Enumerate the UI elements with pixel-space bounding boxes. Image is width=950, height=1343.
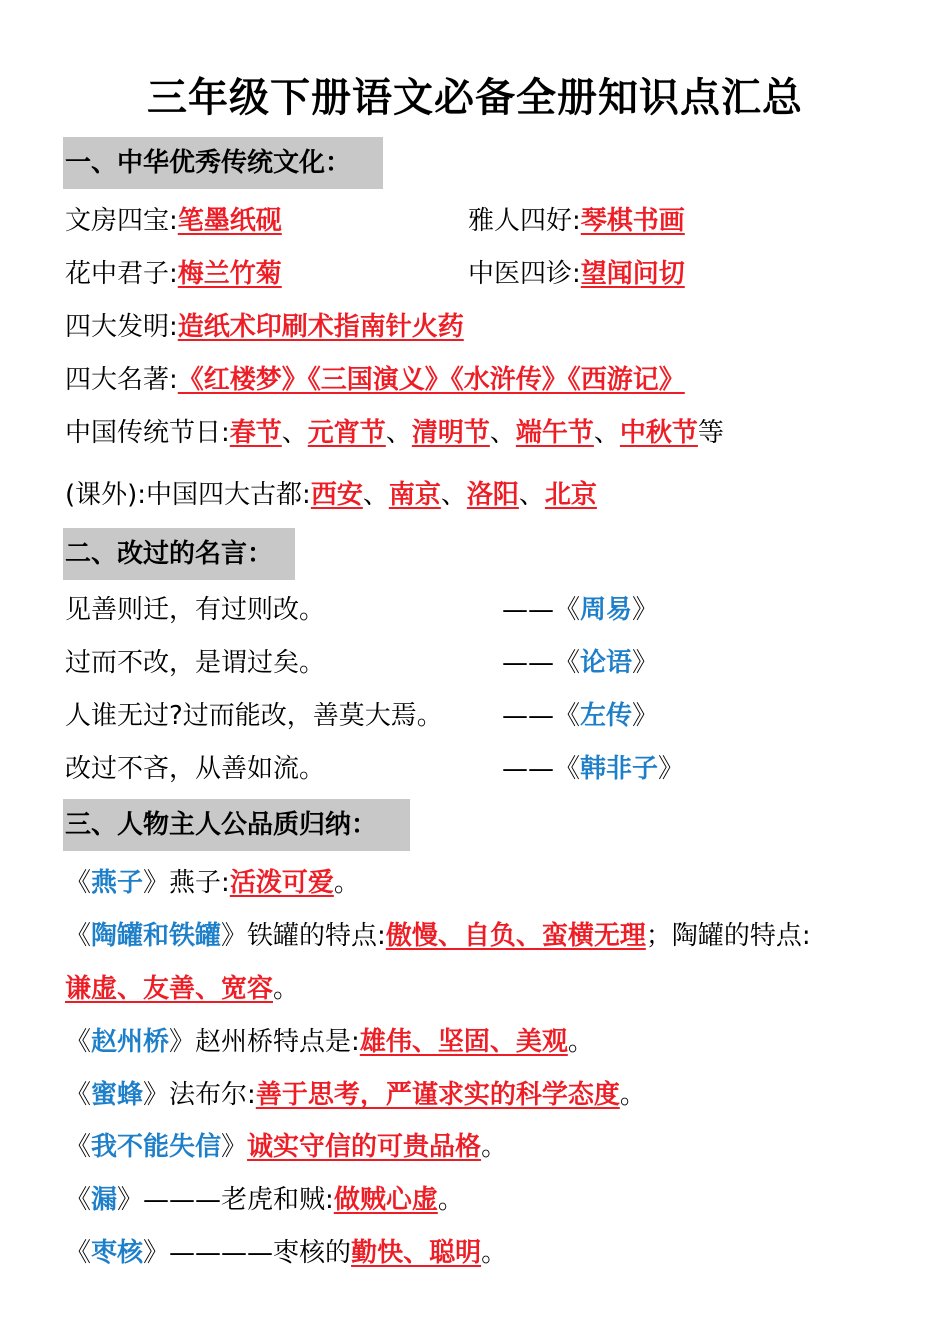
text: 赵州桥特点是: <box>195 1027 360 1057</box>
punct: 。 <box>567 1027 594 1057</box>
item-value: 琴棋书画 <box>580 206 685 236</box>
item-label: 四大发明: <box>65 312 178 342</box>
item-label: 四大名著: <box>65 365 178 395</box>
festival: 春节 <box>229 418 282 448</box>
trait: 谦虚、友善、宽容 <box>65 974 274 1004</box>
capital: 北京 <box>544 480 597 510</box>
page-title: 三年级下册语文必备全册知识点汇总 <box>147 75 803 121</box>
book-title: 周易 <box>580 595 633 625</box>
item-study-treasures <box>65 201 282 241</box>
item-value: 造纸术印刷术指南针火药 <box>177 312 464 342</box>
item-value: 《红楼梦》《三国演义》《水浒传》《西游记》 <box>177 365 685 395</box>
item-label: 中国传统节日: <box>65 418 230 448</box>
item-gentlemen-flowers <box>65 254 282 294</box>
trait: 善于思考，严谨求实的科学态度 <box>255 1080 620 1110</box>
book-title: 蜜蜂 <box>91 1080 144 1110</box>
character-line: 《陶罐和铁罐》铁罐的特点:傲慢、自负、蛮横无理；陶罐的特点: <box>65 921 811 951</box>
text: ———老虎和贼: <box>143 1185 334 1215</box>
dash: —— <box>502 648 554 678</box>
punct: 。 <box>619 1080 646 1110</box>
book-title: 左传 <box>580 701 633 731</box>
festival: 端午节 <box>515 418 594 448</box>
trait: 勤快、聪明 <box>351 1238 482 1268</box>
book-title: 韩非子 <box>580 754 659 784</box>
item-value: 望闻问切 <box>580 259 685 289</box>
text: 铁罐的特点: <box>247 921 386 951</box>
punct: 。 <box>437 1185 464 1215</box>
character-line: 《燕子》燕子:活泼可爱。 <box>65 868 360 898</box>
book-title: 枣核 <box>91 1238 144 1268</box>
character-line: 《我不能失信》诚实守信的可贵品格。 <box>65 1132 508 1162</box>
item-value: 梅兰竹菊 <box>177 259 282 289</box>
book-title: 燕子 <box>91 868 144 898</box>
section-heading-quotes: 二、改过的名言： <box>63 528 295 580</box>
book-title: 我不能失信 <box>91 1132 222 1162</box>
dash: —— <box>502 595 554 625</box>
item-four-inventions <box>65 307 464 347</box>
punct: 。 <box>273 974 300 1004</box>
separator: 、 <box>440 480 467 510</box>
punct: 。 <box>333 868 360 898</box>
separator: 、 <box>281 418 308 448</box>
item-label: (课外):中国四大古都: <box>65 480 311 510</box>
trait: 活泼可爱 <box>229 868 334 898</box>
separator: 、 <box>489 418 516 448</box>
dash: —— <box>502 754 554 784</box>
text: 法布尔: <box>169 1080 256 1110</box>
item-ancient-capitals <box>65 475 597 515</box>
separator: 、 <box>593 418 620 448</box>
quote-source: ——《左传》 <box>502 701 659 731</box>
item-label: 文房四宝: <box>65 206 178 236</box>
item-tcm-diagnosis <box>468 254 685 294</box>
quote-text: 见善则迁，有过则改。 <box>65 595 326 625</box>
quote-source: ——《周易》 <box>502 595 659 625</box>
trait: 诚实守信的可贵品格 <box>247 1132 482 1162</box>
quote-text: 人谁无过?过而能改，善莫大焉。 <box>65 701 443 731</box>
quote-source: ——《论语》 <box>502 648 659 678</box>
character-line: 《漏》———老虎和贼:做贼心虚。 <box>65 1185 464 1215</box>
quote-text: 过而不改，是谓过矣。 <box>65 648 326 678</box>
trait: 雄伟、坚固、美观 <box>359 1027 568 1057</box>
dash: —— <box>502 701 554 731</box>
section-heading-traditional-culture: 一、中华优秀传统文化： <box>63 137 383 189</box>
festival: 中秋节 <box>619 418 698 448</box>
quote-text: 改过不吝，从善如流。 <box>65 754 326 784</box>
trait: 傲慢、自负、蛮横无理 <box>385 921 646 951</box>
punct: 。 <box>481 1238 508 1268</box>
festival: 元宵节 <box>307 418 386 448</box>
text: 燕子: <box>169 868 230 898</box>
item-label: 中医四诊: <box>468 259 581 289</box>
quote-source: ——《韩非子》 <box>502 754 685 784</box>
text: ————枣核的 <box>169 1238 352 1268</box>
book-title: 漏 <box>91 1185 118 1215</box>
item-value: 笔墨纸砚 <box>177 206 282 236</box>
book-title: 论语 <box>580 648 633 678</box>
item-four-classics <box>65 360 685 400</box>
item-label: 花中君子: <box>65 259 178 289</box>
trait: 做贼心虚 <box>333 1185 438 1215</box>
character-line: 《枣核》————枣核的勤快、聪明。 <box>65 1238 508 1268</box>
separator: 、 <box>362 480 389 510</box>
capital: 南京 <box>388 480 441 510</box>
separator: 、 <box>385 418 412 448</box>
character-line <box>65 969 299 1009</box>
capital: 西安 <box>310 480 363 510</box>
capital: 洛阳 <box>466 480 519 510</box>
book-title: 赵州桥 <box>91 1027 170 1057</box>
text: ；陶罐的特点: <box>645 921 811 951</box>
punct: 。 <box>481 1132 508 1162</box>
character-line: 《蜜蜂》法布尔:善于思考，严谨求实的科学态度。 <box>65 1080 646 1110</box>
book-title: 陶罐和铁罐 <box>91 921 222 951</box>
item-festivals <box>65 413 724 453</box>
item-label: 雅人四好: <box>468 206 581 236</box>
suffix: 等 <box>697 418 724 448</box>
character-line: 《赵州桥》赵州桥特点是:雄伟、坚固、美观。 <box>65 1027 594 1057</box>
item-scholar-hobbies <box>468 201 685 241</box>
section-heading-characters: 三、人物主人公品质归纳： <box>63 799 410 851</box>
separator: 、 <box>518 480 545 510</box>
festival: 清明节 <box>411 418 490 448</box>
